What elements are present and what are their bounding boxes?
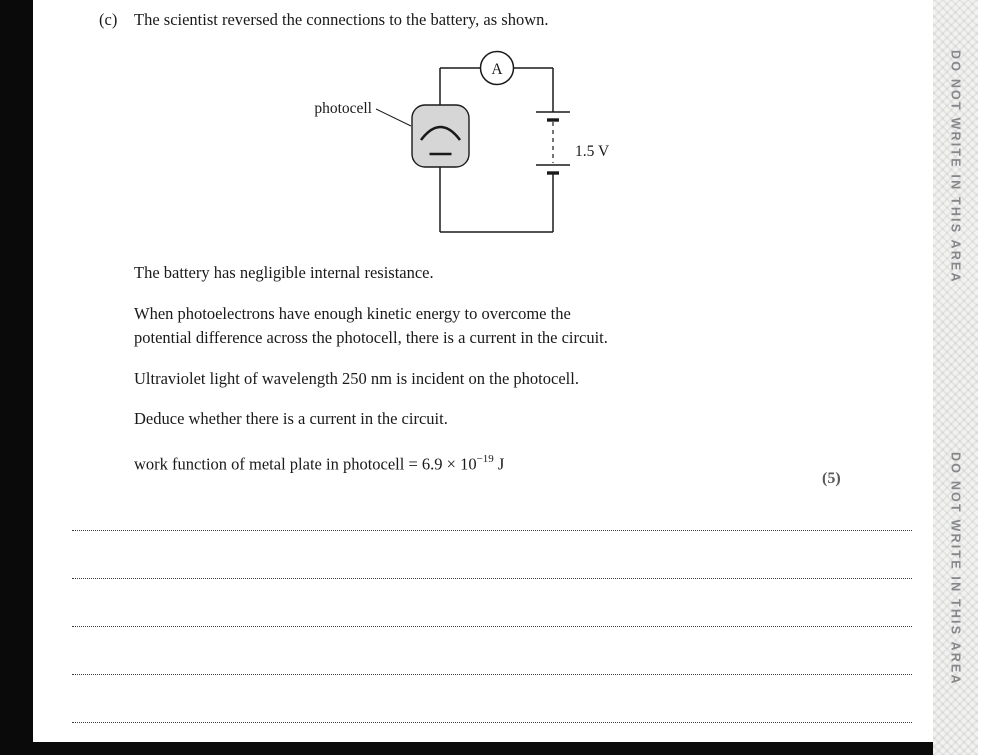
photocell-leader-line — [376, 109, 411, 126]
ammeter-symbol — [481, 52, 514, 85]
question-part-label: (c) — [99, 10, 118, 29]
ammeter-label: A — [491, 61, 503, 78]
left-edge-strip — [0, 0, 33, 742]
answer-line — [72, 483, 912, 531]
photocell-label: photocell — [314, 100, 372, 117]
battery-voltage-label: 1.5 V — [575, 143, 610, 160]
do-not-write-margin — [933, 0, 978, 755]
body-paragraph: Deduce whether there is a current in the circuit. — [134, 409, 448, 428]
answer-line — [72, 579, 912, 627]
circuit-diagram — [280, 45, 640, 245]
answer-lines — [72, 483, 912, 723]
answer-line — [72, 531, 912, 579]
question-body — [134, 261, 734, 493]
battery-symbol — [536, 112, 570, 173]
body-paragraph: Ultraviolet light of wavelength 250 nm is incident on the photocell. — [134, 368, 579, 388]
margin-watermark-top: DO NOT WRITE IN THIS AREA — [948, 50, 963, 284]
question-header — [99, 8, 549, 32]
body-paragraph: The battery has negligible internal resistance. — [134, 263, 434, 282]
margin-watermark-bottom: DO NOT WRITE IN THIS AREA — [948, 452, 963, 686]
answer-line — [72, 675, 912, 723]
bottom-edge-strip — [0, 742, 933, 755]
work-function-exponent: −19 — [476, 452, 494, 465]
work-function-line: work function of metal plate in photocell = $6.9 \times 10^{-19}$ J — [134, 452, 505, 473]
question-intro-text: The scientist reversed the connections to the battery, as shown. — [134, 10, 549, 29]
answer-line — [72, 627, 912, 675]
body-paragraph: When photoelectrons have enough kinetic energy to overcome the potential difference across the photocell, there is a current in the circuit. — [134, 303, 608, 347]
marks-allocation: (5) — [822, 470, 841, 487]
photocell-symbol — [412, 105, 469, 167]
